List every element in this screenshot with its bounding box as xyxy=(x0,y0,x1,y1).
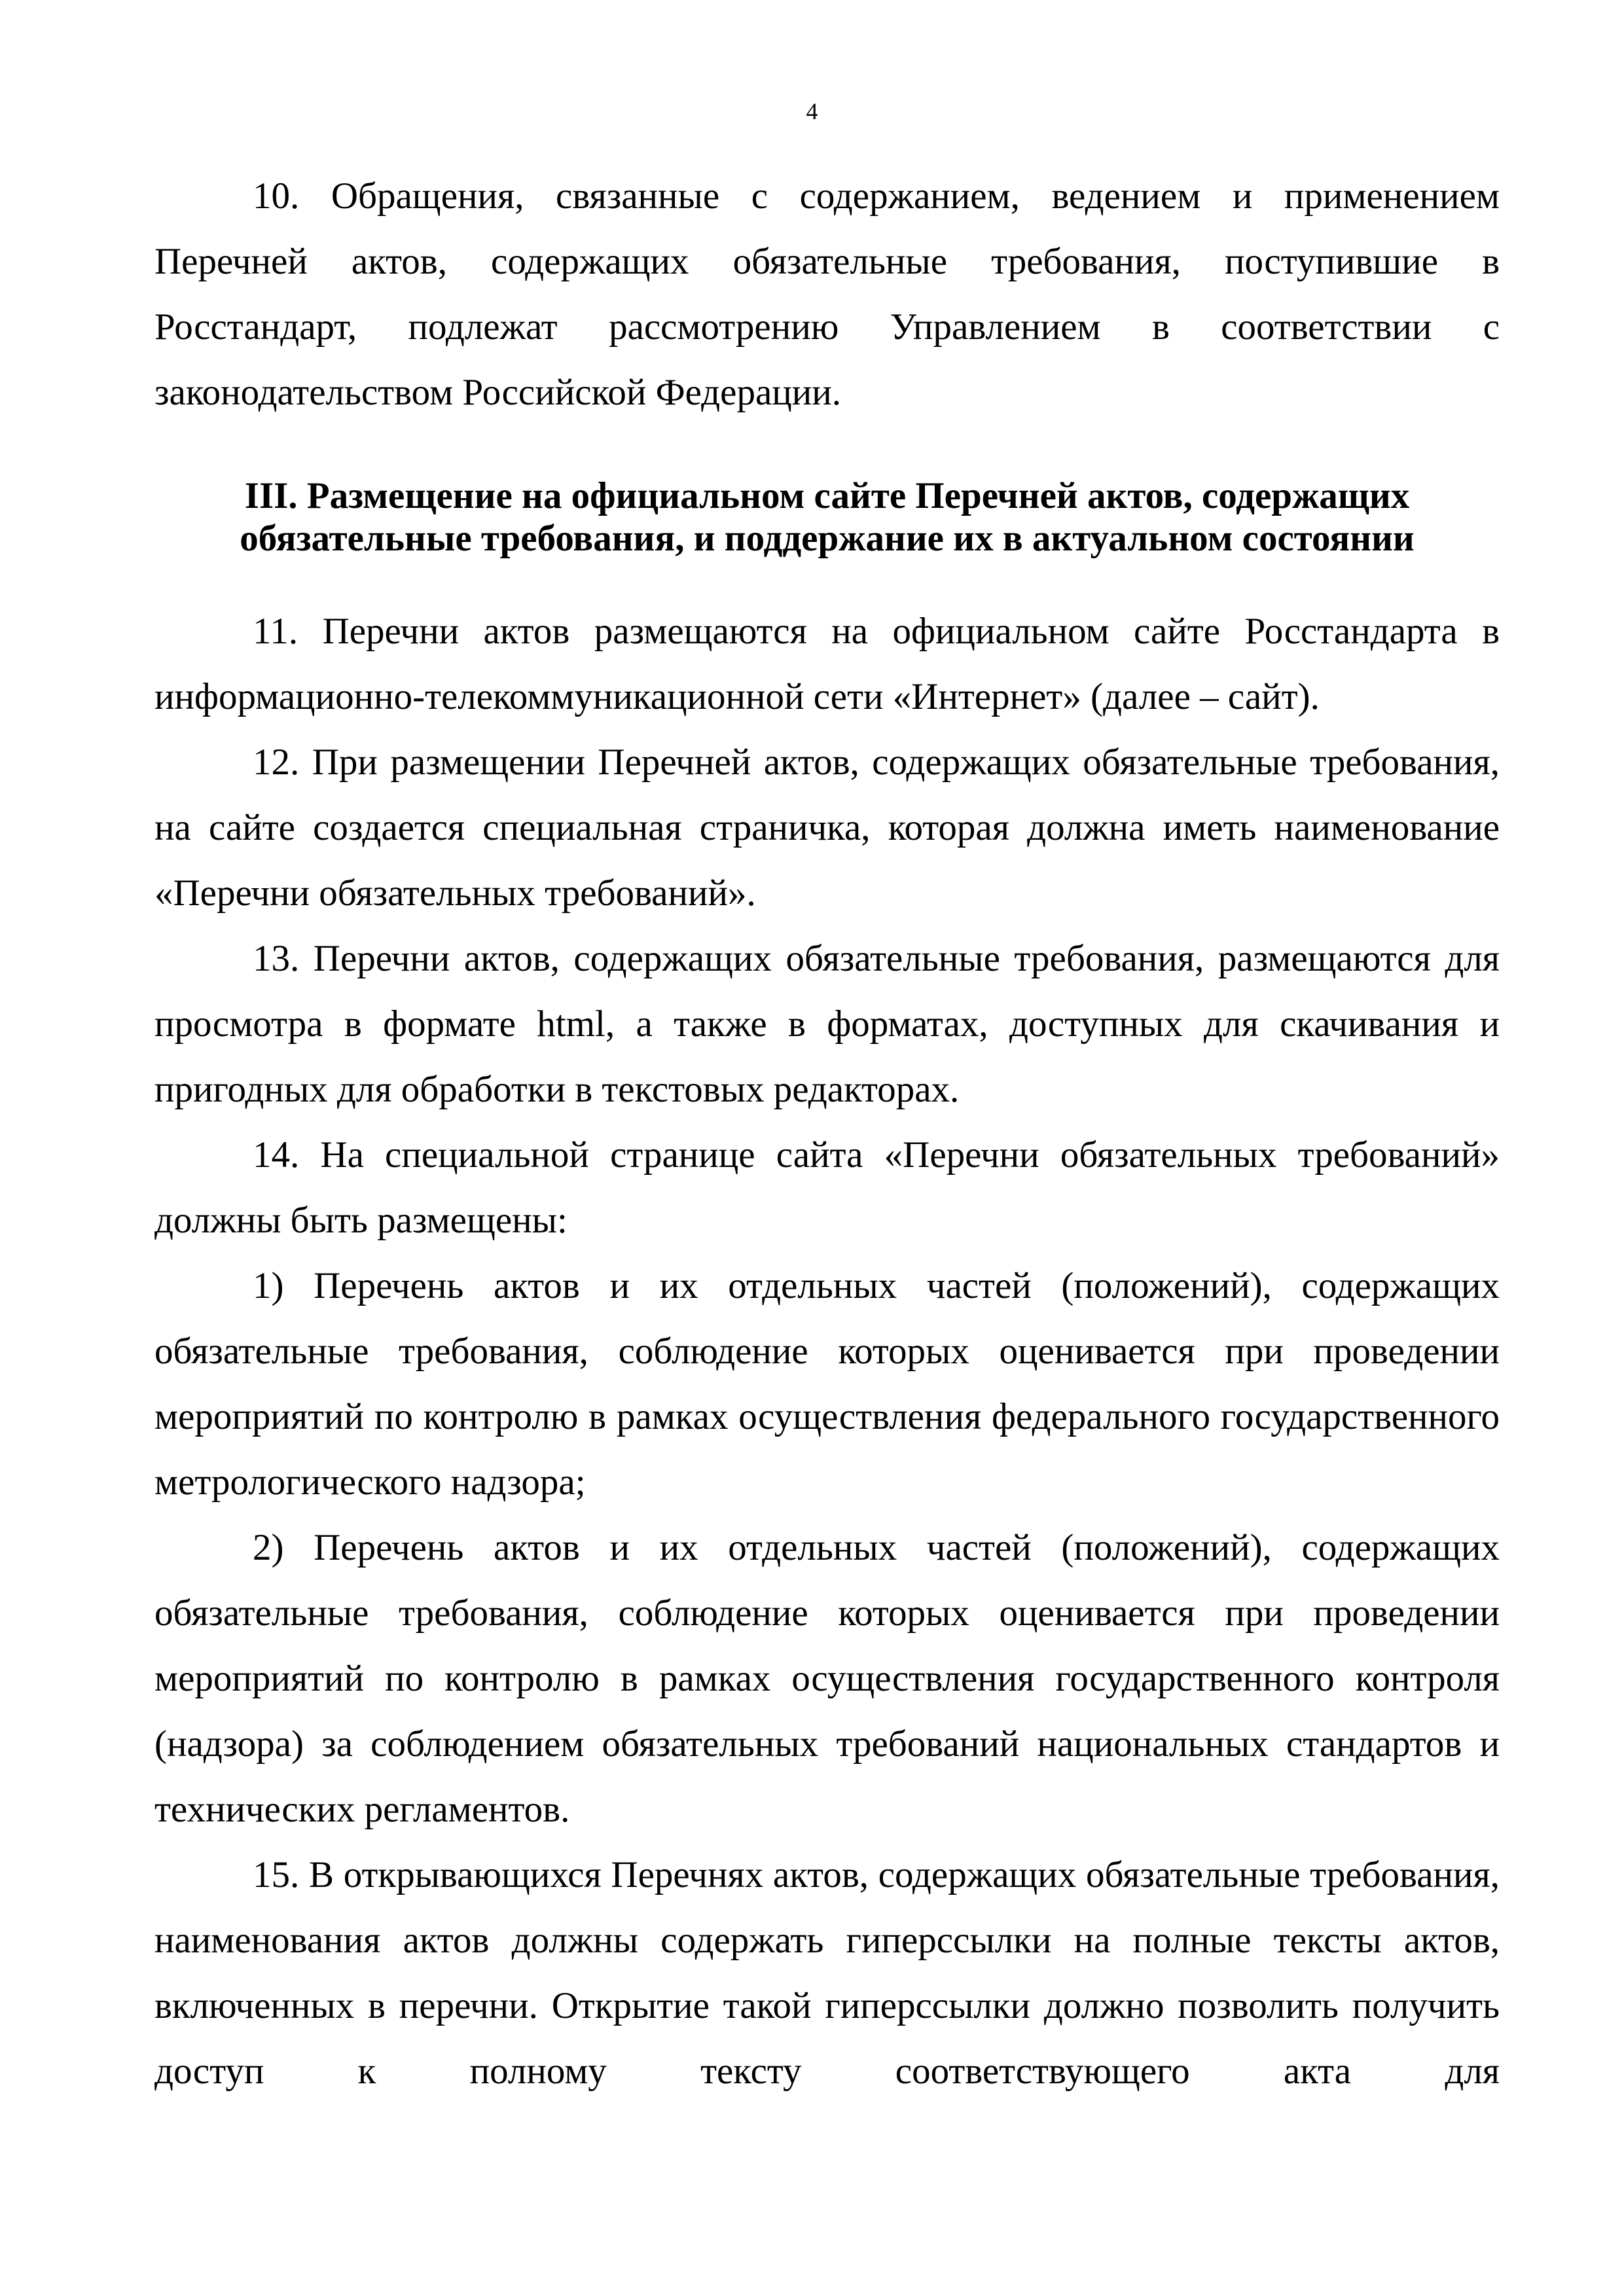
paragraph-10: 10. Обращения, связанные с содержанием, ведением и применением Перечней актов, содержащих обязательные требования, поступившие в Росстандарт, подлежат рассмотрению Управлением в соответствии с законодательством Российской Федерации. xyxy=(154,175,1500,413)
section-heading xyxy=(154,475,1500,560)
page-number: 4 xyxy=(806,98,818,124)
section-heading-line-2: обязательные требования, и поддержание их в актуальном состоянии xyxy=(240,518,1415,559)
section-heading-line-1: III. Размещение на официальном сайте Перечней актов, содержащих xyxy=(244,475,1410,516)
paragraph-12: 12. При размещении Перечней актов, содержащих обязательные требования, на сайте создается специальная страничка, которая должна иметь наименование «Перечни обязательных требований». xyxy=(154,742,1500,914)
paragraph-14: 14. На специальной странице сайта «Перечни обязательных требований» должны быть размещены: xyxy=(154,1134,1500,1241)
document-body xyxy=(154,164,1500,2104)
paragraph-15: 15. В открывающихся Перечнях актов, содержащих обязательные требования, наименования актов должны содержать гиперссылки на полные тексты актов, включенных в перечни. Открытие такой гиперссылки должно позволить получить доступ к полному тексту соответствующего акта для xyxy=(154,1854,1500,2092)
list-item-1: 1) Перечень актов и их отдельных частей (положений), содержащих обязательные требования, соблюдение которых оценивается при проведении мероприятий по контролю в рамках осуществления федерального государственного метрологического надзора; xyxy=(154,1265,1500,1503)
paragraph-13: 13. Перечни актов, содержащих обязательные требования, размещаются для просмотра в формате html, а также в форматах, доступных для скачивания и пригодных для обработки в текстовых редакторах. xyxy=(154,938,1500,1110)
paragraph-11: 11. Перечни актов размещаются на официальном сайте Росстандарта в информационно-телекоммуникационной сети «Интернет» (далее – сайт). xyxy=(154,611,1500,717)
list-item-2: 2) Перечень актов и их отдельных частей (положений), содержащих обязательные требования, соблюдение которых оценивается при проведении мероприятий по контролю в рамках осуществления государственного контроля (надзора) за соблюдением обязательных требований национальных стандартов и технических регламентов. xyxy=(154,1527,1500,1830)
